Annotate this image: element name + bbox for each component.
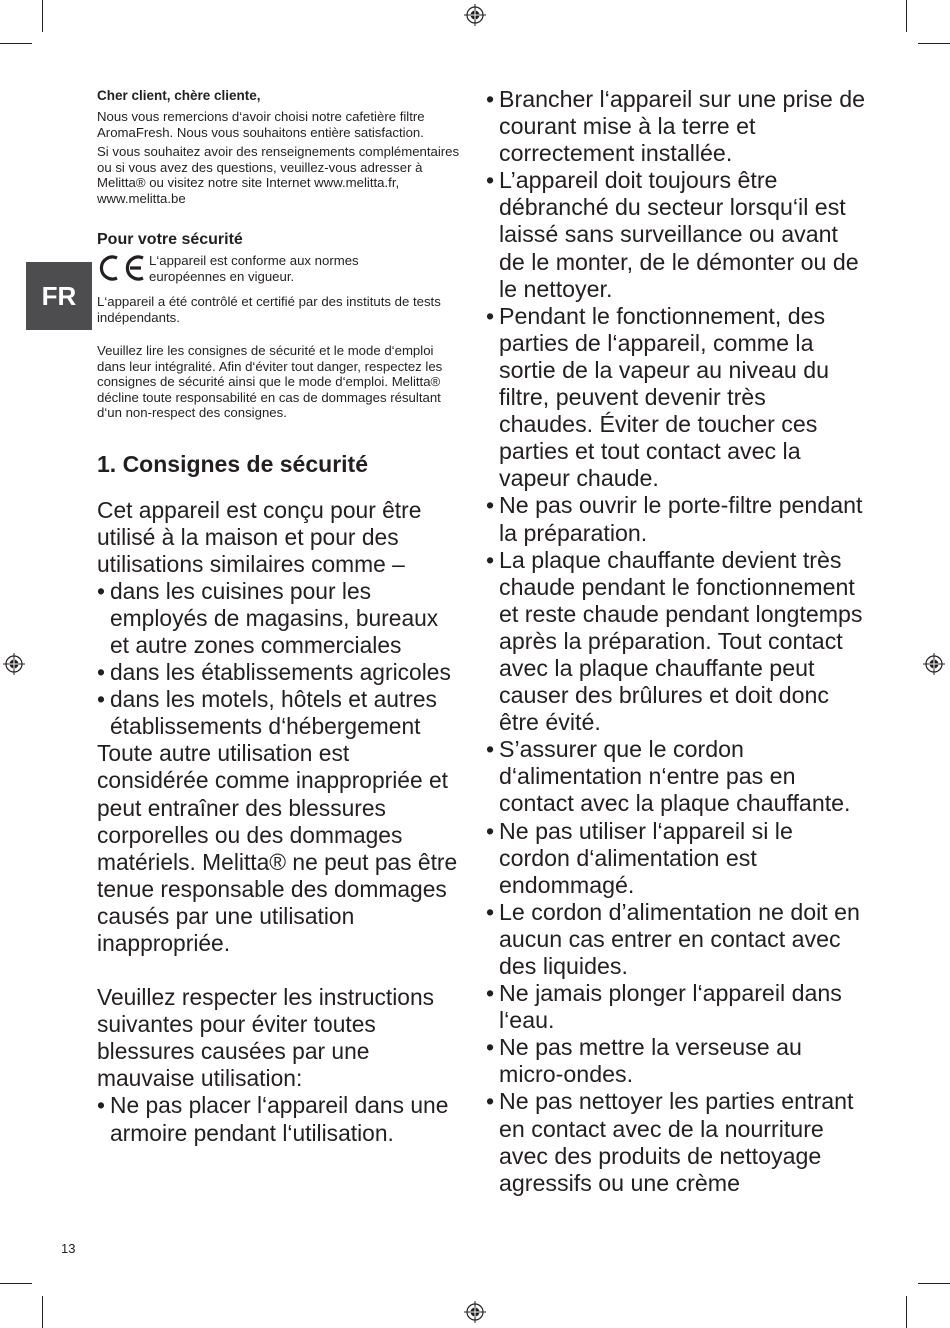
list-item: • Ne pas mettre la verseuse au micro-ondes. <box>486 1034 866 1088</box>
follow-instructions: Veuillez respecter les instructions suivantes pour éviter toutes blessures causées par une mauvaise utilisation: <box>97 984 435 1092</box>
list-item: • Brancher l‘appareil sur une prise de courant mise à la terre et correctement installée. <box>486 86 866 167</box>
read-instructions-text: Veuillez lire les consignes de sécurité et le mode d‘emploi dans leur intégralité. Afin d‘éviter tout danger, respectez les consignes de sécurité ainsi que le mode d‘emploi. Melitta® décline toute responsabilité en cas de dommages résultant d‘un non-respect des consignes. <box>97 343 443 420</box>
left-column <box>97 88 463 1147</box>
list-item: • dans les cuisines pour les employés de magasins, bureaux et autre zones commerciales <box>97 578 463 659</box>
list-item: • dans les motels, hôtels et autres établissements d‘hébergement <box>97 686 463 740</box>
crop-mark <box>918 43 950 44</box>
intended-use-intro: Cet appareil est conçu pour être utilisé à la maison et pour des utilisations similaires comme – <box>97 496 422 577</box>
language-tab: FR <box>26 262 92 330</box>
list-item: • L’appareil doit toujours être débranché du secteur lorsqu‘il est laissé sans surveillance ou avant de le monter, de le démonter ou de le nettoyer. <box>486 167 866 302</box>
list-item: • S’assurer que le cordon d‘alimentation n‘entre pas en contact avec la plaque chauffante. <box>486 736 866 817</box>
chapter-title: 1. Consignes de sécurité <box>97 450 368 477</box>
list-item: • Ne pas utiliser l‘appareil si le cordon d‘alimentation est endommagé. <box>486 818 866 899</box>
list-item: • Ne pas nettoyer les parties entrant en contact avec de la nourriture avec des produits de nettoyage agressifs ou une crème <box>486 1088 866 1196</box>
registration-mark-icon <box>464 4 486 26</box>
ce-text: L‘appareil est conforme aux normes européennes en vigueur. <box>149 253 359 284</box>
other-use-warning: Toute autre utilisation est considérée comme inappropriée et peut entraîner des blessures corporelles ou des dommages matériels. Melitta® ne peut pas être tenue responsable des dommages causés par une utilisation inappropriée. <box>97 740 458 956</box>
ce-mark-icon <box>97 253 145 283</box>
list-item: • Ne jamais plonger l‘appareil dans l‘eau. <box>486 980 866 1034</box>
intended-use-list <box>97 578 463 741</box>
crop-mark <box>906 1296 907 1328</box>
greeting: Cher client, chère cliente, <box>97 88 261 103</box>
list-item: • La plaque chauffante devient très chaude pendant le fonctionnement et reste chaude pendant longtemps après la préparation. Tout contact avec la plaque chauffante peut causer des brûlures et doit donc être évité. <box>486 547 866 737</box>
registration-mark-icon <box>3 653 25 675</box>
crop-mark <box>42 1296 43 1328</box>
list-item: • Ne pas placer l‘appareil dans une armoire pendant l‘utilisation. <box>97 1092 463 1146</box>
tested-text: L‘appareil a été contrôlé et certifié par des instituts de tests indépendants. <box>97 294 441 325</box>
intro-paragraph: Nous vous remercions d‘avoir choisi notre cafetière filtre AromaFresh. Nous vous souhaitons entière satisfaction. <box>97 109 425 140</box>
registration-mark-icon <box>923 653 945 675</box>
list-item: • dans les établissements agricoles <box>97 659 463 686</box>
registration-mark-icon <box>464 1301 486 1323</box>
list-item: • Le cordon d’alimentation ne doit en aucun cas entrer en contact avec des liquides. <box>486 899 866 980</box>
ce-conformity <box>97 253 463 284</box>
intro-paragraph: Si vous souhaitez avoir des renseignements complémentaires ou si vous avez des questions, veuillez-vous adresser à Melitta® ou visitez notre site Internet www.melitta.fr, www.melitta.be <box>97 144 460 206</box>
left-bullet-list <box>97 1092 463 1146</box>
list-item: • Pendant le fonctionnement, des parties de l‘appareil, comme la sortie de la vapeur au niveau du filtre, peuvent devenir très chaudes. Éviter de toucher ces parties et tout contact avec la vapeur chaude. <box>486 303 866 493</box>
crop-mark <box>906 0 907 32</box>
page-number: 13 <box>61 1241 76 1256</box>
crop-mark <box>0 1283 32 1284</box>
list-item: • Ne pas ouvrir le porte-filtre pendant la préparation. <box>486 492 866 546</box>
right-bullet-list <box>486 86 866 1197</box>
safety-heading: Pour votre sécurité <box>97 231 243 248</box>
crop-mark <box>0 43 32 44</box>
crop-mark <box>42 0 43 32</box>
right-column <box>486 86 866 1197</box>
crop-mark <box>918 1283 950 1284</box>
